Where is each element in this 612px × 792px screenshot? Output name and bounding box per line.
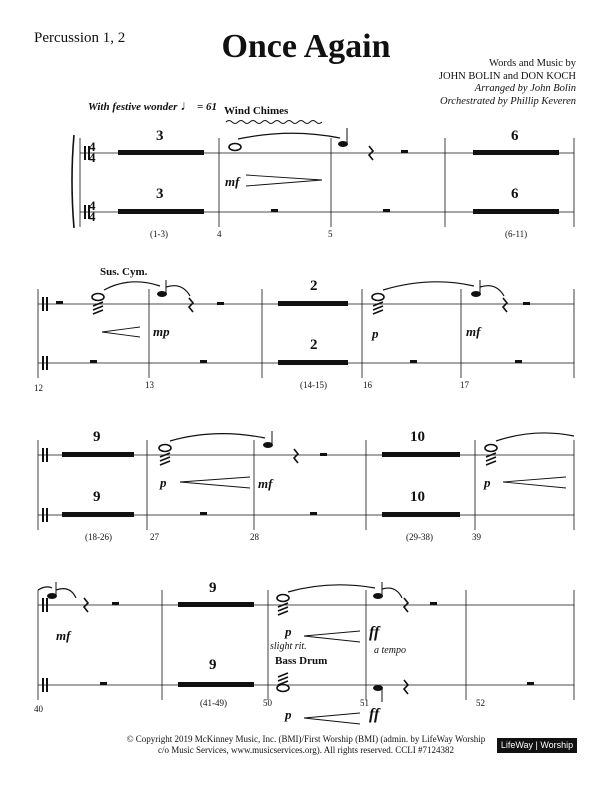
lifeway-worship-logo: LifeWay | Worship (497, 738, 577, 753)
rest-count: 9 (209, 580, 217, 596)
rest-count: 10 (410, 429, 425, 445)
copyright-footer: © Copyright 2019 McKinney Music, Inc. (BMI)/First Worship (BMI) (admin. by LifeWay Worship c/o Music Services, www.musicservices.org). All rights reserved. CCLI #7124382 (126, 734, 486, 755)
measure-number: (41-49) (200, 698, 227, 708)
dynamic-mf: mf (56, 628, 71, 643)
time-signature-bottom: 4 4 (89, 198, 96, 224)
percussion-clefs (42, 146, 90, 692)
ties (38, 133, 574, 598)
a-tempo-marking: a tempo (374, 645, 406, 656)
credits-orchestrator: Orchestrated by Phillip Keveren (440, 95, 576, 107)
tremolo-marks (93, 302, 496, 685)
rest-count: 6 (511, 186, 519, 202)
tempo-value: = 61 (196, 101, 217, 113)
measure-number: (18-26) (85, 532, 112, 542)
quarter-rests (84, 146, 507, 694)
measure-number: (1-3) (150, 229, 168, 239)
dynamic-p: p (160, 475, 167, 490)
dynamic-ff: ff (369, 624, 380, 641)
rest-count: 3 (156, 186, 164, 202)
credits-words-music: Words and Music by (489, 58, 576, 69)
sus-cym-label: Sus. Cym. (100, 266, 148, 278)
dynamic-mf: mf (225, 174, 240, 189)
rest-count: 9 (93, 429, 101, 445)
measure-number: (29-38) (406, 532, 433, 542)
dynamic-p: p (372, 326, 379, 341)
measure-number: 27 (150, 532, 159, 542)
wind-chimes-squiggle (226, 121, 322, 124)
dynamic-ff: ff (369, 706, 380, 723)
dynamic-p: p (484, 475, 491, 490)
wind-chimes-label: Wind Chimes (224, 105, 289, 117)
tempo-text: With festive wonder (88, 101, 178, 113)
system-1-staves (72, 135, 574, 228)
measure-number: 39 (472, 532, 481, 542)
measure-number: 17 (460, 380, 469, 390)
rest-count: 9 (93, 489, 101, 505)
rest-count: 2 (310, 278, 318, 294)
measure-number: 50 (263, 698, 272, 708)
measure-number: 16 (363, 380, 372, 390)
rest-count: 9 (209, 657, 217, 673)
measure-number: 51 (360, 698, 369, 708)
measure-number: (14-15) (300, 380, 327, 390)
measure-number: 4 (217, 229, 222, 239)
measure-number: 13 (145, 380, 154, 390)
credits-arranger: Arranged by John Bolin (474, 83, 576, 94)
measure-number: 28 (250, 532, 259, 542)
page-title: Once Again (221, 28, 391, 65)
measure-number: (6-11) (505, 229, 528, 239)
dynamic-mp: mp (153, 324, 170, 339)
slight-rit-marking: slight rit. (270, 641, 307, 652)
dynamic-mf: mf (258, 476, 273, 491)
measure-number: 12 (34, 383, 43, 393)
rest-count: 10 (410, 489, 425, 505)
dynamic-mf: mf (466, 324, 481, 339)
multirest-bars (62, 150, 559, 687)
dynamic-p: p (285, 624, 292, 639)
measure-number: 40 (34, 704, 43, 714)
noteheads (47, 141, 497, 692)
rest-count: 3 (156, 128, 164, 144)
bass-drum-label: Bass Drum (275, 655, 328, 667)
part-name: Percussion 1, 2 (34, 30, 126, 46)
credits-composers: JOHN BOLIN and DON KOCH (438, 70, 576, 82)
dynamic-p: p (285, 707, 292, 722)
time-signature-top: 4 4 (89, 139, 96, 165)
rest-count: 6 (511, 128, 519, 144)
rest-count: 2 (310, 337, 318, 353)
quarter-note-icon: ♩ (180, 99, 195, 114)
measure-number: 5 (328, 229, 333, 239)
measure-number: 52 (476, 698, 485, 708)
